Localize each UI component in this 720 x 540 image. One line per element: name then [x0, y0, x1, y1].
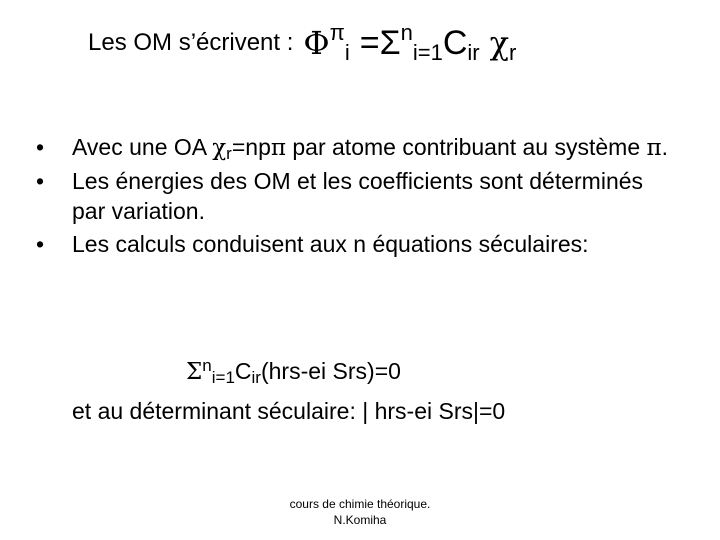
slide-footer: [260, 496, 460, 528]
r-subscript: r: [226, 144, 232, 163]
pi-symbol: π: [646, 135, 662, 161]
list-item: [28, 132, 678, 163]
bullet-text: Les calculs conduisent aux n équations séculaires:: [72, 231, 589, 257]
title-lead-text: Les OM s’écrivent :: [88, 29, 294, 56]
bullet-text-part: .: [661, 134, 669, 160]
bullet-list: [28, 132, 678, 262]
formula-rest: (hrs-ei Srs)=0: [260, 358, 401, 384]
chi-symbol: χ: [212, 135, 227, 161]
bullet-text-part: par atome contribuant au système: [285, 134, 647, 160]
r-subscript: r: [509, 40, 517, 65]
sigma-symbol: Σ: [186, 359, 203, 385]
bullet-marker: •: [35, 134, 45, 160]
secular-equations-formula: [186, 356, 401, 387]
bullet-text-part: =np: [231, 134, 271, 160]
range-subscript: i=1: [211, 368, 235, 387]
coefficient-c: C: [442, 24, 468, 62]
list-item: [28, 229, 678, 259]
bullet-marker: •: [35, 168, 45, 194]
list-item: [28, 166, 678, 226]
bullet-marker: •: [35, 231, 45, 257]
n-superscript: n: [202, 356, 212, 375]
i-subscript: i: [344, 40, 350, 65]
slide-title: [88, 20, 517, 65]
ir-subscript: ir: [251, 368, 261, 387]
footer-author: N.Komiha: [333, 513, 387, 527]
pi-symbol: π: [270, 135, 286, 161]
phi-symbol: Φ: [303, 24, 330, 62]
n-superscript: n: [400, 20, 413, 45]
bullet-text-part: Avec une OA: [72, 134, 213, 160]
footer-course: cours de chimie théorique.: [289, 497, 431, 511]
chi-symbol: χ: [489, 24, 509, 62]
pi-superscript: π: [329, 20, 345, 45]
determinant-line: et au déterminant séculaire: | hrs-ei Srs|=0: [72, 398, 506, 424]
ir-subscript: ir: [467, 40, 480, 65]
bullet-text: Les énergies des OM et les coefficients sont déterminés par variation.: [72, 168, 644, 224]
range-subscript: i=1: [412, 40, 443, 65]
coefficient-c: C: [234, 358, 252, 384]
equals-sigma-symbol: =Σ: [359, 24, 401, 62]
